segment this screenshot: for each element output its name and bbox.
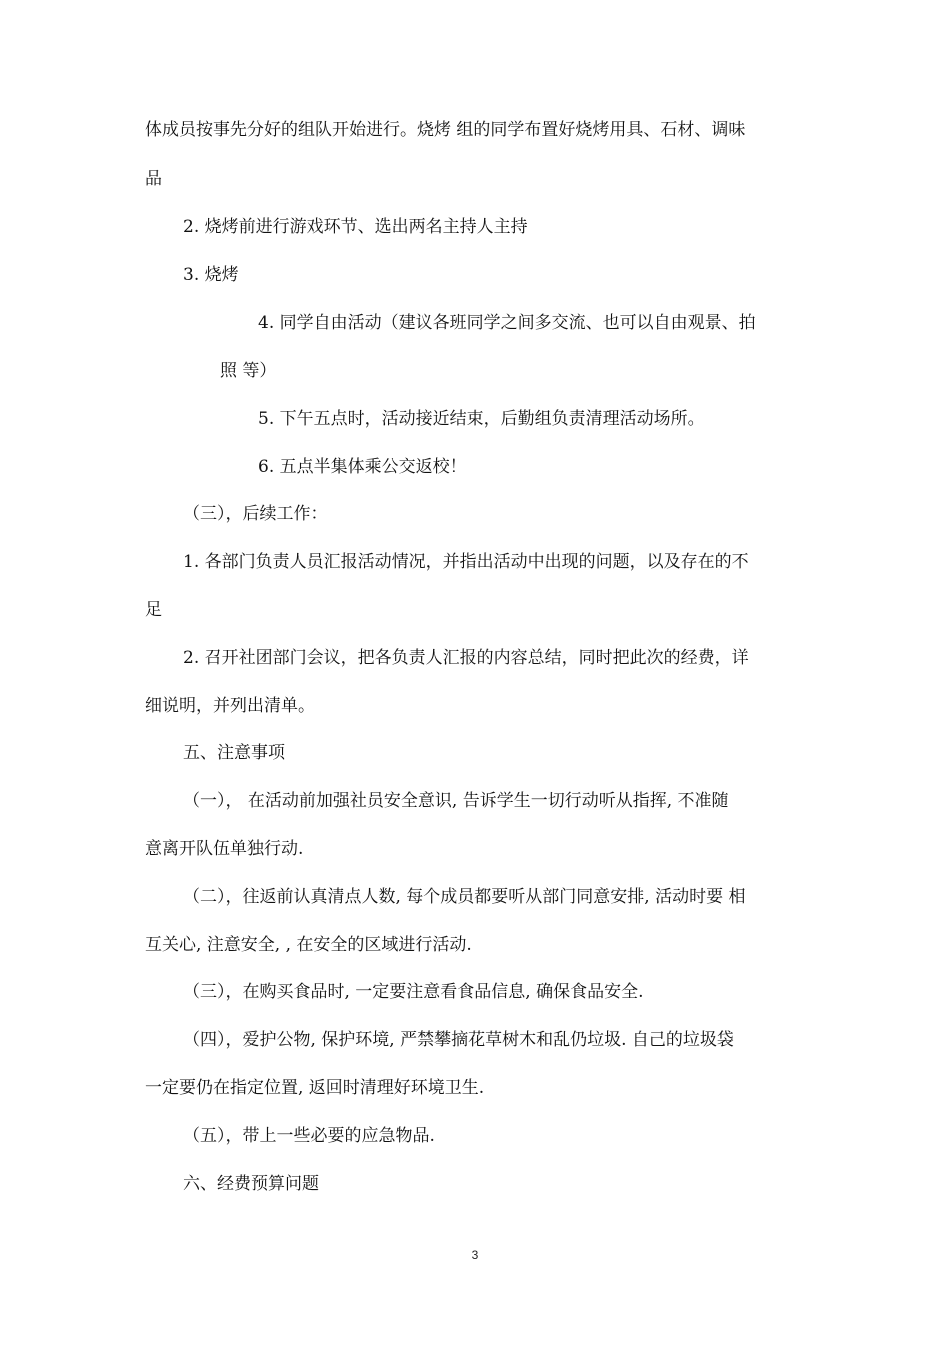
text-line-10: 1. 各部门负责人员汇报活动情况，并指出活动中出现的问题，以及存在的不 — [183, 552, 749, 572]
text-line-6: 照 等） — [220, 361, 277, 381]
text-line-1: 体成员按事先分好的组队开始进行。烧烤 组的同学布置好烧烤用具、石材、调味 — [145, 120, 746, 140]
page-number: 3 — [471, 1248, 479, 1262]
text-line-9: （三），后续工作： — [183, 504, 328, 524]
text-line-22: （五），带上一些必要的应急物品. — [183, 1126, 435, 1146]
text-line-21: 一定要仍在指定位置, 返回时清理好环境卫生. — [145, 1078, 485, 1098]
text-line-8: 6. 五点半集体乘公交返校！ — [258, 457, 467, 477]
text-line-19: （三），在购买食品时, 一定要注意看食品信息, 确保食品安全. — [183, 982, 644, 1002]
text-line-15: （一）， 在活动前加强社员安全意识, 告诉学生一切行动听从指挥, 不准随 — [183, 791, 729, 811]
section-heading-6: 六、经费预算问题 — [183, 1174, 319, 1194]
section-heading-5: 五、注意事项 — [183, 743, 285, 763]
text-line-17: （二），往返前认真清点人数, 每个成员都要听从部门同意安排, 活动时要 相 — [183, 887, 746, 907]
text-line-12: 2. 召开社团部门会议，把各负责人汇报的内容总结，同时把此次的经费，详 — [183, 648, 749, 668]
text-line-5: 4. 同学自由活动（建议各班同学之间多交流、也可以自由观景、拍 — [258, 313, 756, 333]
text-line-11: 足 — [145, 600, 162, 620]
text-line-3: 2. 烧烤前进行游戏环节、选出两名主持人主持 — [183, 217, 528, 237]
text-line-7: 5. 下午五点时，活动接近结束，后勤组负责清理活动场所。 — [258, 409, 705, 429]
text-line-18: 互关心, 注意安全, , 在安全的区域进行活动. — [145, 935, 472, 955]
text-line-4: 3. 烧烤 — [183, 265, 239, 285]
text-line-13: 细说明，并列出清单。 — [145, 696, 315, 716]
text-line-16: 意离开队伍单独行动. — [145, 839, 304, 859]
text-line-2: 品 — [145, 169, 162, 189]
text-line-20: （四），爱护公物, 保护环境, 严禁攀摘花草树木和乱仍垃圾. 自己的垃圾袋 — [183, 1030, 734, 1050]
